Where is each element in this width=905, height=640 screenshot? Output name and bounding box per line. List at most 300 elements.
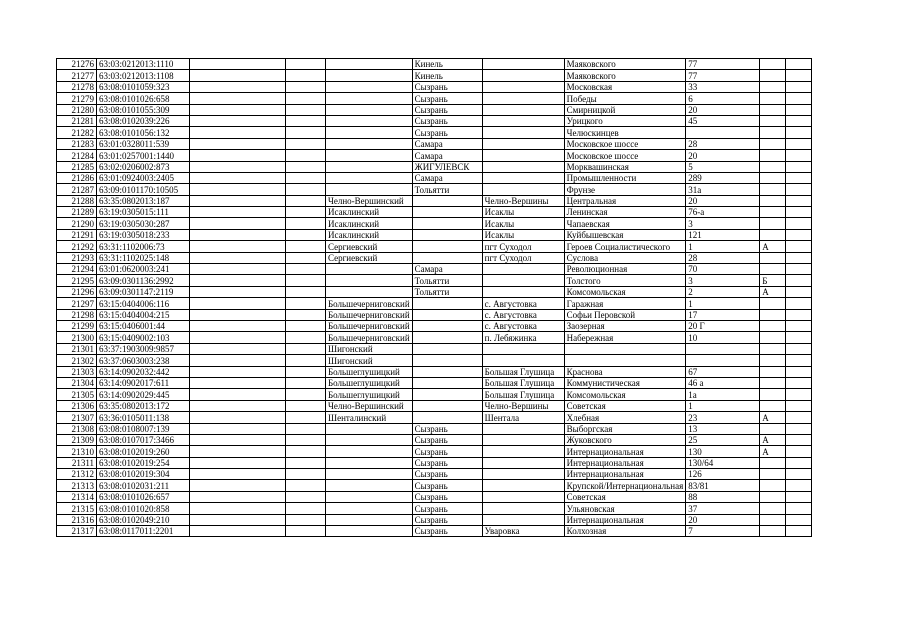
- table-row: [57, 526, 812, 537]
- street-cell: Интернациональная: [564, 446, 686, 457]
- row-number-cell: 21303: [57, 366, 97, 377]
- district-cell: [326, 161, 413, 172]
- cadastral-number-cell: 63:03:0212013:1110: [97, 59, 190, 70]
- cadastral-number-cell: 63:09:0301136:2992: [97, 275, 190, 286]
- cadastral-number-cell: 63:08:0107017:3466: [97, 434, 190, 445]
- empty-cell: [286, 70, 326, 81]
- city-cell: Тольятти: [412, 184, 482, 195]
- row-number-cell: 21311: [57, 457, 97, 468]
- district-cell: Большечерниговский: [326, 298, 413, 309]
- street-cell: Интернациональная: [564, 514, 686, 525]
- cadastral-number-cell: 63:08:0102019:260: [97, 446, 190, 457]
- row-number-cell: 21312: [57, 469, 97, 480]
- cadastral-number-cell: 63:08:0102049:210: [97, 514, 190, 525]
- row-number-cell: 21282: [57, 127, 97, 138]
- table-row: [57, 400, 812, 411]
- table-row: [57, 161, 812, 172]
- table-row: [57, 104, 812, 115]
- district-cell: [326, 286, 413, 297]
- cadastral-number-cell: 63:08:0101026:657: [97, 491, 190, 502]
- letter-cell: [760, 469, 786, 480]
- empty-cell: [786, 184, 812, 195]
- empty-cell: [190, 286, 286, 297]
- district-cell: Исаклинский: [326, 218, 413, 229]
- district-cell: Большечерниговский: [326, 320, 413, 331]
- empty-cell: [786, 150, 812, 161]
- settlement-cell: с. Августовка: [482, 320, 564, 331]
- cadastral-number-cell: 63:03:0212013:1108: [97, 70, 190, 81]
- empty-cell: [286, 229, 326, 240]
- empty-cell: [786, 115, 812, 126]
- cadastral-number-cell: 63:01:0924003:2405: [97, 172, 190, 183]
- letter-cell: [760, 127, 786, 138]
- city-cell: Сызрань: [412, 514, 482, 525]
- street-cell: Интернациональная: [564, 457, 686, 468]
- letter-cell: [760, 377, 786, 388]
- district-cell: [326, 150, 413, 161]
- district-cell: Сергиевский: [326, 252, 413, 263]
- empty-cell: [786, 491, 812, 502]
- table-row: [57, 59, 812, 70]
- settlement-cell: Большая Глушица: [482, 389, 564, 400]
- house-number-cell: 46 а: [686, 377, 760, 388]
- house-number-cell: 37: [686, 503, 760, 514]
- table-row: [57, 252, 812, 263]
- district-cell: Большечерниговский: [326, 332, 413, 343]
- cadastral-number-cell: 63:14:0902017:611: [97, 377, 190, 388]
- city-cell: Самара: [412, 138, 482, 149]
- letter-cell: [760, 172, 786, 183]
- settlement-cell: [482, 115, 564, 126]
- city-cell: [412, 229, 482, 240]
- settlement-cell: [482, 127, 564, 138]
- district-cell: [326, 491, 413, 502]
- city-cell: [412, 320, 482, 331]
- settlement-cell: [482, 514, 564, 525]
- row-number-cell: 21294: [57, 264, 97, 275]
- street-cell: Маяковского: [564, 59, 686, 70]
- empty-cell: [786, 81, 812, 92]
- empty-cell: [190, 161, 286, 172]
- table-row: [57, 457, 812, 468]
- cadastral-number-cell: 63:08:0101059:323: [97, 81, 190, 92]
- settlement-cell: [482, 172, 564, 183]
- district-cell: [326, 446, 413, 457]
- city-cell: Сызрань: [412, 469, 482, 480]
- settlement-cell: [482, 275, 564, 286]
- district-cell: Большечерниговский: [326, 309, 413, 320]
- table-row: [57, 332, 812, 343]
- empty-cell: [190, 434, 286, 445]
- city-cell: Сызрань: [412, 457, 482, 468]
- house-number-cell: 3: [686, 275, 760, 286]
- table-row: [57, 264, 812, 275]
- city-cell: ЖИГУЛЕВСК: [412, 161, 482, 172]
- empty-cell: [286, 104, 326, 115]
- empty-cell: [286, 526, 326, 537]
- table-row: [57, 70, 812, 81]
- city-cell: Кинель: [412, 59, 482, 70]
- row-number-cell: 21293: [57, 252, 97, 263]
- empty-cell: [286, 161, 326, 172]
- empty-cell: [286, 241, 326, 252]
- row-number-cell: 21291: [57, 229, 97, 240]
- street-cell: Московская: [564, 81, 686, 92]
- house-number-cell: 1: [686, 400, 760, 411]
- house-number-cell: 130: [686, 446, 760, 457]
- street-cell: Челюскинцев: [564, 127, 686, 138]
- letter-cell: [760, 320, 786, 331]
- settlement-cell: [482, 286, 564, 297]
- table-row: [57, 127, 812, 138]
- row-number-cell: 21277: [57, 70, 97, 81]
- house-number-cell: 70: [686, 264, 760, 275]
- empty-cell: [190, 526, 286, 537]
- empty-cell: [286, 195, 326, 206]
- house-number-cell: 121: [686, 229, 760, 240]
- city-cell: Сызрань: [412, 480, 482, 491]
- street-cell: Ульяновская: [564, 503, 686, 514]
- district-cell: [326, 70, 413, 81]
- settlement-cell: [482, 138, 564, 149]
- row-number-cell: 21307: [57, 412, 97, 423]
- cadastral-number-cell: 63:01:0620003:241: [97, 264, 190, 275]
- district-cell: [326, 184, 413, 195]
- city-cell: Сызрань: [412, 434, 482, 445]
- empty-cell: [286, 446, 326, 457]
- district-cell: Шигонский: [326, 355, 413, 366]
- letter-cell: [760, 355, 786, 366]
- settlement-cell: пгт Суходол: [482, 252, 564, 263]
- district-cell: [326, 503, 413, 514]
- settlement-cell: [482, 81, 564, 92]
- house-number-cell: 1: [686, 241, 760, 252]
- table-row: [57, 229, 812, 240]
- street-cell: [564, 355, 686, 366]
- district-cell: Шигонский: [326, 343, 413, 354]
- letter-cell: А: [760, 434, 786, 445]
- empty-cell: [786, 400, 812, 411]
- row-number-cell: 21296: [57, 286, 97, 297]
- row-number-cell: 21281: [57, 115, 97, 126]
- district-cell: Челно-Вершинский: [326, 195, 413, 206]
- city-cell: [412, 241, 482, 252]
- table-row: [57, 115, 812, 126]
- house-number-cell: 6: [686, 93, 760, 104]
- empty-cell: [190, 184, 286, 195]
- district-cell: [326, 104, 413, 115]
- cadastral-number-cell: 63:15:0404004:215: [97, 309, 190, 320]
- settlement-cell: Большая Глушица: [482, 366, 564, 377]
- cadastral-number-cell: 63:09:0101170:10505: [97, 184, 190, 195]
- house-number-cell: 67: [686, 366, 760, 377]
- street-cell: Урицкого: [564, 115, 686, 126]
- street-cell: Гаражная: [564, 298, 686, 309]
- house-number-cell: 17: [686, 309, 760, 320]
- cadastral-number-cell: 63:08:0108007:139: [97, 423, 190, 434]
- city-cell: [412, 252, 482, 263]
- empty-cell: [190, 400, 286, 411]
- settlement-cell: Исаклы: [482, 207, 564, 218]
- letter-cell: [760, 207, 786, 218]
- table-row: [57, 412, 812, 423]
- empty-cell: [286, 286, 326, 297]
- cadastral-number-cell: 63:36:0105011:138: [97, 412, 190, 423]
- street-cell: Победы: [564, 93, 686, 104]
- table-row: [57, 218, 812, 229]
- register-table: [56, 58, 812, 537]
- empty-cell: [190, 195, 286, 206]
- empty-cell: [190, 241, 286, 252]
- letter-cell: [760, 81, 786, 92]
- city-cell: [412, 343, 482, 354]
- table-row: [57, 81, 812, 92]
- settlement-cell: Уваровка: [482, 526, 564, 537]
- letter-cell: [760, 264, 786, 275]
- row-number-cell: 21301: [57, 343, 97, 354]
- row-number-cell: 21302: [57, 355, 97, 366]
- table-row: [57, 434, 812, 445]
- table-row: [57, 138, 812, 149]
- city-cell: Тольятти: [412, 275, 482, 286]
- street-cell: Хлебная: [564, 412, 686, 423]
- street-cell: Краснова: [564, 366, 686, 377]
- settlement-cell: п. Лебяжинка: [482, 332, 564, 343]
- letter-cell: [760, 150, 786, 161]
- street-cell: Крупской/Интернациональная: [564, 480, 686, 491]
- street-cell: Московское шоссе: [564, 150, 686, 161]
- street-cell: Комсомольская: [564, 389, 686, 400]
- empty-cell: [190, 252, 286, 263]
- letter-cell: [760, 115, 786, 126]
- settlement-cell: Шентала: [482, 412, 564, 423]
- table-row: [57, 389, 812, 400]
- letter-cell: [760, 526, 786, 537]
- city-cell: [412, 389, 482, 400]
- empty-cell: [286, 343, 326, 354]
- district-cell: [326, 115, 413, 126]
- empty-cell: [786, 423, 812, 434]
- house-number-cell: [686, 127, 760, 138]
- district-cell: [326, 81, 413, 92]
- letter-cell: [760, 332, 786, 343]
- house-number-cell: 5: [686, 161, 760, 172]
- cadastral-number-cell: 63:08:0101056:132: [97, 127, 190, 138]
- empty-cell: [786, 457, 812, 468]
- table-row: [57, 355, 812, 366]
- settlement-cell: [482, 446, 564, 457]
- empty-cell: [190, 218, 286, 229]
- cadastral-number-cell: 63:01:0257001:1440: [97, 150, 190, 161]
- empty-cell: [286, 412, 326, 423]
- empty-cell: [190, 469, 286, 480]
- empty-cell: [190, 150, 286, 161]
- empty-cell: [786, 389, 812, 400]
- settlement-cell: Челно-Вершины: [482, 400, 564, 411]
- letter-cell: [760, 503, 786, 514]
- empty-cell: [786, 264, 812, 275]
- empty-cell: [190, 104, 286, 115]
- empty-cell: [786, 172, 812, 183]
- empty-cell: [286, 377, 326, 388]
- street-cell: Набережная: [564, 332, 686, 343]
- house-number-cell: [686, 343, 760, 354]
- city-cell: Тольятти: [412, 286, 482, 297]
- table-row: [57, 343, 812, 354]
- empty-cell: [190, 70, 286, 81]
- cadastral-number-cell: 63:09:0301147:2119: [97, 286, 190, 297]
- cadastral-number-cell: 63:15:0404006:116: [97, 298, 190, 309]
- row-number-cell: 21292: [57, 241, 97, 252]
- house-number-cell: 20 Г: [686, 320, 760, 331]
- empty-cell: [786, 298, 812, 309]
- settlement-cell: пгт Суходол: [482, 241, 564, 252]
- district-cell: [326, 138, 413, 149]
- house-number-cell: 20: [686, 514, 760, 525]
- settlement-cell: [482, 150, 564, 161]
- cadastral-number-cell: 63:19:0305018:233: [97, 229, 190, 240]
- empty-cell: [786, 93, 812, 104]
- street-cell: Суслова: [564, 252, 686, 263]
- row-number-cell: 21299: [57, 320, 97, 331]
- settlement-cell: [482, 457, 564, 468]
- empty-cell: [786, 320, 812, 331]
- row-number-cell: 21313: [57, 480, 97, 491]
- row-number-cell: 21314: [57, 491, 97, 502]
- street-cell: Ленинская: [564, 207, 686, 218]
- row-number-cell: 21280: [57, 104, 97, 115]
- table-row: [57, 172, 812, 183]
- cadastral-number-cell: 63:35:0802013:187: [97, 195, 190, 206]
- settlement-cell: Исаклы: [482, 218, 564, 229]
- row-number-cell: 21295: [57, 275, 97, 286]
- city-cell: Сызрань: [412, 127, 482, 138]
- letter-cell: [760, 309, 786, 320]
- empty-cell: [786, 218, 812, 229]
- empty-cell: [786, 104, 812, 115]
- empty-cell: [286, 252, 326, 263]
- cadastral-number-cell: 63:14:0902029:445: [97, 389, 190, 400]
- city-cell: [412, 218, 482, 229]
- letter-cell: Б: [760, 275, 786, 286]
- district-cell: [326, 526, 413, 537]
- settlement-cell: [482, 343, 564, 354]
- settlement-cell: [482, 93, 564, 104]
- settlement-cell: [482, 480, 564, 491]
- city-cell: [412, 355, 482, 366]
- row-number-cell: 21290: [57, 218, 97, 229]
- table-row: [57, 309, 812, 320]
- house-number-cell: 31а: [686, 184, 760, 195]
- row-number-cell: 21286: [57, 172, 97, 183]
- city-cell: Сызрань: [412, 115, 482, 126]
- house-number-cell: 10: [686, 332, 760, 343]
- row-number-cell: 21288: [57, 195, 97, 206]
- empty-cell: [190, 423, 286, 434]
- empty-cell: [286, 366, 326, 377]
- city-cell: [412, 195, 482, 206]
- house-number-cell: 1: [686, 298, 760, 309]
- empty-cell: [190, 309, 286, 320]
- letter-cell: А: [760, 446, 786, 457]
- empty-cell: [286, 309, 326, 320]
- empty-cell: [190, 115, 286, 126]
- city-cell: Сызрань: [412, 526, 482, 537]
- district-cell: [326, 434, 413, 445]
- city-cell: Сызрань: [412, 491, 482, 502]
- city-cell: [412, 377, 482, 388]
- empty-cell: [786, 229, 812, 240]
- empty-cell: [190, 412, 286, 423]
- empty-cell: [786, 309, 812, 320]
- row-number-cell: 21279: [57, 93, 97, 104]
- district-cell: [326, 264, 413, 275]
- cadastral-number-cell: 63:08:0102019:254: [97, 457, 190, 468]
- cadastral-number-cell: 63:31:1102006:73: [97, 241, 190, 252]
- empty-cell: [190, 93, 286, 104]
- row-number-cell: 21276: [57, 59, 97, 70]
- empty-cell: [190, 298, 286, 309]
- cadastral-number-cell: 63:35:0802013:172: [97, 400, 190, 411]
- street-cell: Морквашинская: [564, 161, 686, 172]
- cadastral-number-cell: 63:37:1903009:9857: [97, 343, 190, 354]
- empty-cell: [286, 423, 326, 434]
- empty-cell: [786, 343, 812, 354]
- street-cell: Выборгская: [564, 423, 686, 434]
- city-cell: [412, 332, 482, 343]
- table-row: [57, 469, 812, 480]
- house-number-cell: 28: [686, 252, 760, 263]
- empty-cell: [286, 138, 326, 149]
- table-row: [57, 286, 812, 297]
- table-row: [57, 275, 812, 286]
- house-number-cell: 1а: [686, 389, 760, 400]
- table-row: [57, 207, 812, 218]
- cadastral-number-cell: 63:01:0328011:539: [97, 138, 190, 149]
- city-cell: [412, 366, 482, 377]
- district-cell: Большеглушицкий: [326, 377, 413, 388]
- house-number-cell: 2: [686, 286, 760, 297]
- empty-cell: [786, 127, 812, 138]
- empty-cell: [786, 503, 812, 514]
- empty-cell: [786, 70, 812, 81]
- city-cell: [412, 309, 482, 320]
- district-cell: Исаклинский: [326, 229, 413, 240]
- empty-cell: [190, 503, 286, 514]
- empty-cell: [286, 469, 326, 480]
- empty-cell: [190, 332, 286, 343]
- row-number-cell: 21297: [57, 298, 97, 309]
- house-number-cell: 88: [686, 491, 760, 502]
- empty-cell: [786, 59, 812, 70]
- letter-cell: [760, 93, 786, 104]
- cadastral-number-cell: 63:08:0117011:2201: [97, 526, 190, 537]
- empty-cell: [190, 355, 286, 366]
- house-number-cell: 126: [686, 469, 760, 480]
- district-cell: [326, 480, 413, 491]
- cadastral-number-cell: 63:08:0102031:211: [97, 480, 190, 491]
- table-row: [57, 480, 812, 491]
- district-cell: Шенталинский: [326, 412, 413, 423]
- table-row: [57, 366, 812, 377]
- house-number-cell: 25: [686, 434, 760, 445]
- empty-cell: [190, 138, 286, 149]
- settlement-cell: [482, 161, 564, 172]
- letter-cell: [760, 184, 786, 195]
- district-cell: [326, 127, 413, 138]
- street-cell: Чапаевская: [564, 218, 686, 229]
- table-row: [57, 377, 812, 388]
